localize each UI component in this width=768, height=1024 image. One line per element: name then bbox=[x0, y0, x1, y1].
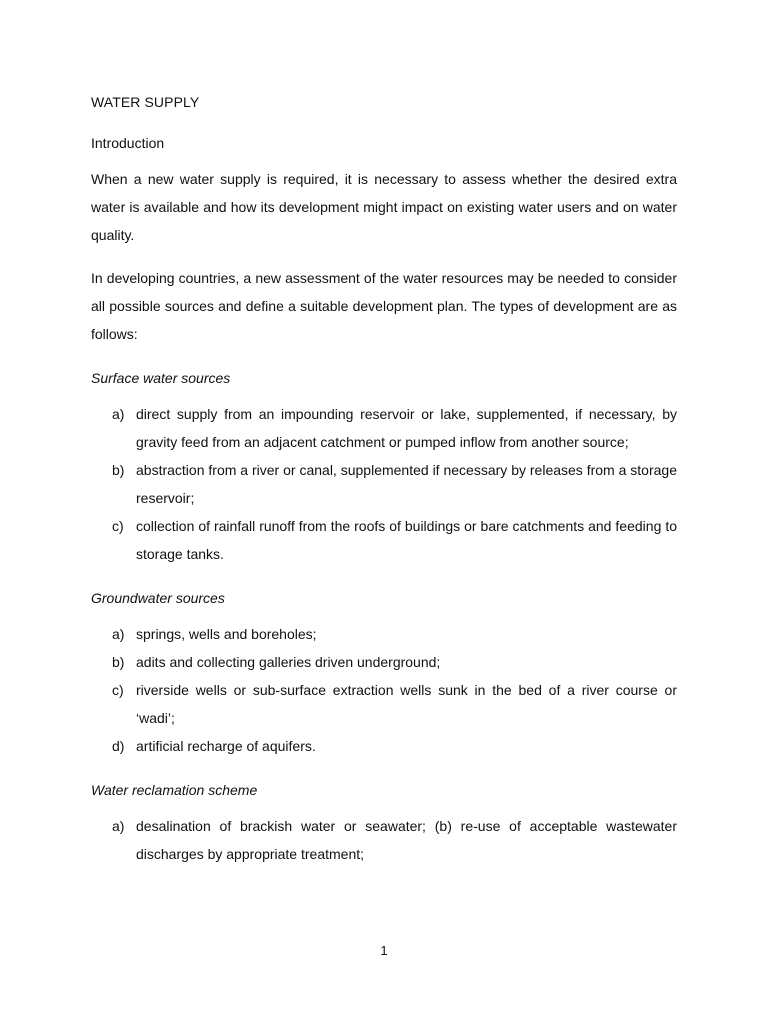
list-item bbox=[91, 400, 677, 456]
surface-water-list bbox=[91, 400, 677, 568]
list-item bbox=[91, 676, 677, 732]
list-item bbox=[91, 620, 677, 648]
list-item-text: abstraction from a river or canal, supplemented if necessary by releases from a storage reservoir; bbox=[136, 462, 677, 506]
list-item-text: adits and collecting galleries driven underground; bbox=[136, 654, 441, 670]
section-heading-introduction: Introduction bbox=[91, 135, 165, 151]
section-heading-water-reclamation: Water reclamation scheme bbox=[91, 782, 258, 798]
list-item bbox=[91, 732, 677, 760]
list-item bbox=[91, 812, 677, 868]
list-marker: a) bbox=[112, 406, 125, 422]
list-item bbox=[91, 456, 677, 512]
list-item-text: desalination of brackish water or seawater; (b) re-use of acceptable wastewater discharges by appropriate treatment; bbox=[136, 818, 677, 862]
list-item bbox=[91, 512, 677, 568]
list-marker: c) bbox=[112, 682, 124, 698]
list-marker: a) bbox=[112, 626, 125, 642]
list-item-text: collection of rainfall runoff from the roofs of buildings or bare catchments and feeding to storage tanks. bbox=[136, 518, 677, 562]
paragraph: In developing countries, a new assessment of the water resources may be needed to consider all possible sources and define a suitable development plan. The types of development are as follows: bbox=[91, 270, 677, 342]
document-body bbox=[91, 91, 677, 868]
paragraph: When a new water supply is required, it is necessary to assess whether the desired extra water is available and how its development might impact on existing water users and on water quality. bbox=[91, 171, 677, 243]
list-marker: a) bbox=[112, 818, 125, 834]
groundwater-list bbox=[91, 620, 677, 760]
water-reclamation-list bbox=[91, 812, 677, 868]
list-item-text: direct supply from an impounding reservoir or lake, supplemented, if necessary, by gravity feed from an adjacent catchment or pumped inflow from another source; bbox=[136, 406, 677, 450]
list-item-text: riverside wells or sub-surface extraction wells sunk in the bed of a river course or ‘wadi’; bbox=[136, 682, 677, 726]
section-heading-surface-water: Surface water sources bbox=[91, 370, 231, 386]
list-item-text: artificial recharge of aquifers. bbox=[136, 738, 316, 754]
list-marker: b) bbox=[112, 654, 125, 670]
list-item-text: springs, wells and boreholes; bbox=[136, 626, 317, 642]
list-item bbox=[91, 648, 677, 676]
page-number: 1 bbox=[380, 943, 388, 958]
section-heading-groundwater: Groundwater sources bbox=[91, 590, 225, 606]
list-marker: b) bbox=[112, 462, 125, 478]
document-title: WATER SUPPLY bbox=[91, 94, 200, 110]
list-marker: c) bbox=[112, 518, 124, 534]
list-marker: d) bbox=[112, 738, 125, 754]
